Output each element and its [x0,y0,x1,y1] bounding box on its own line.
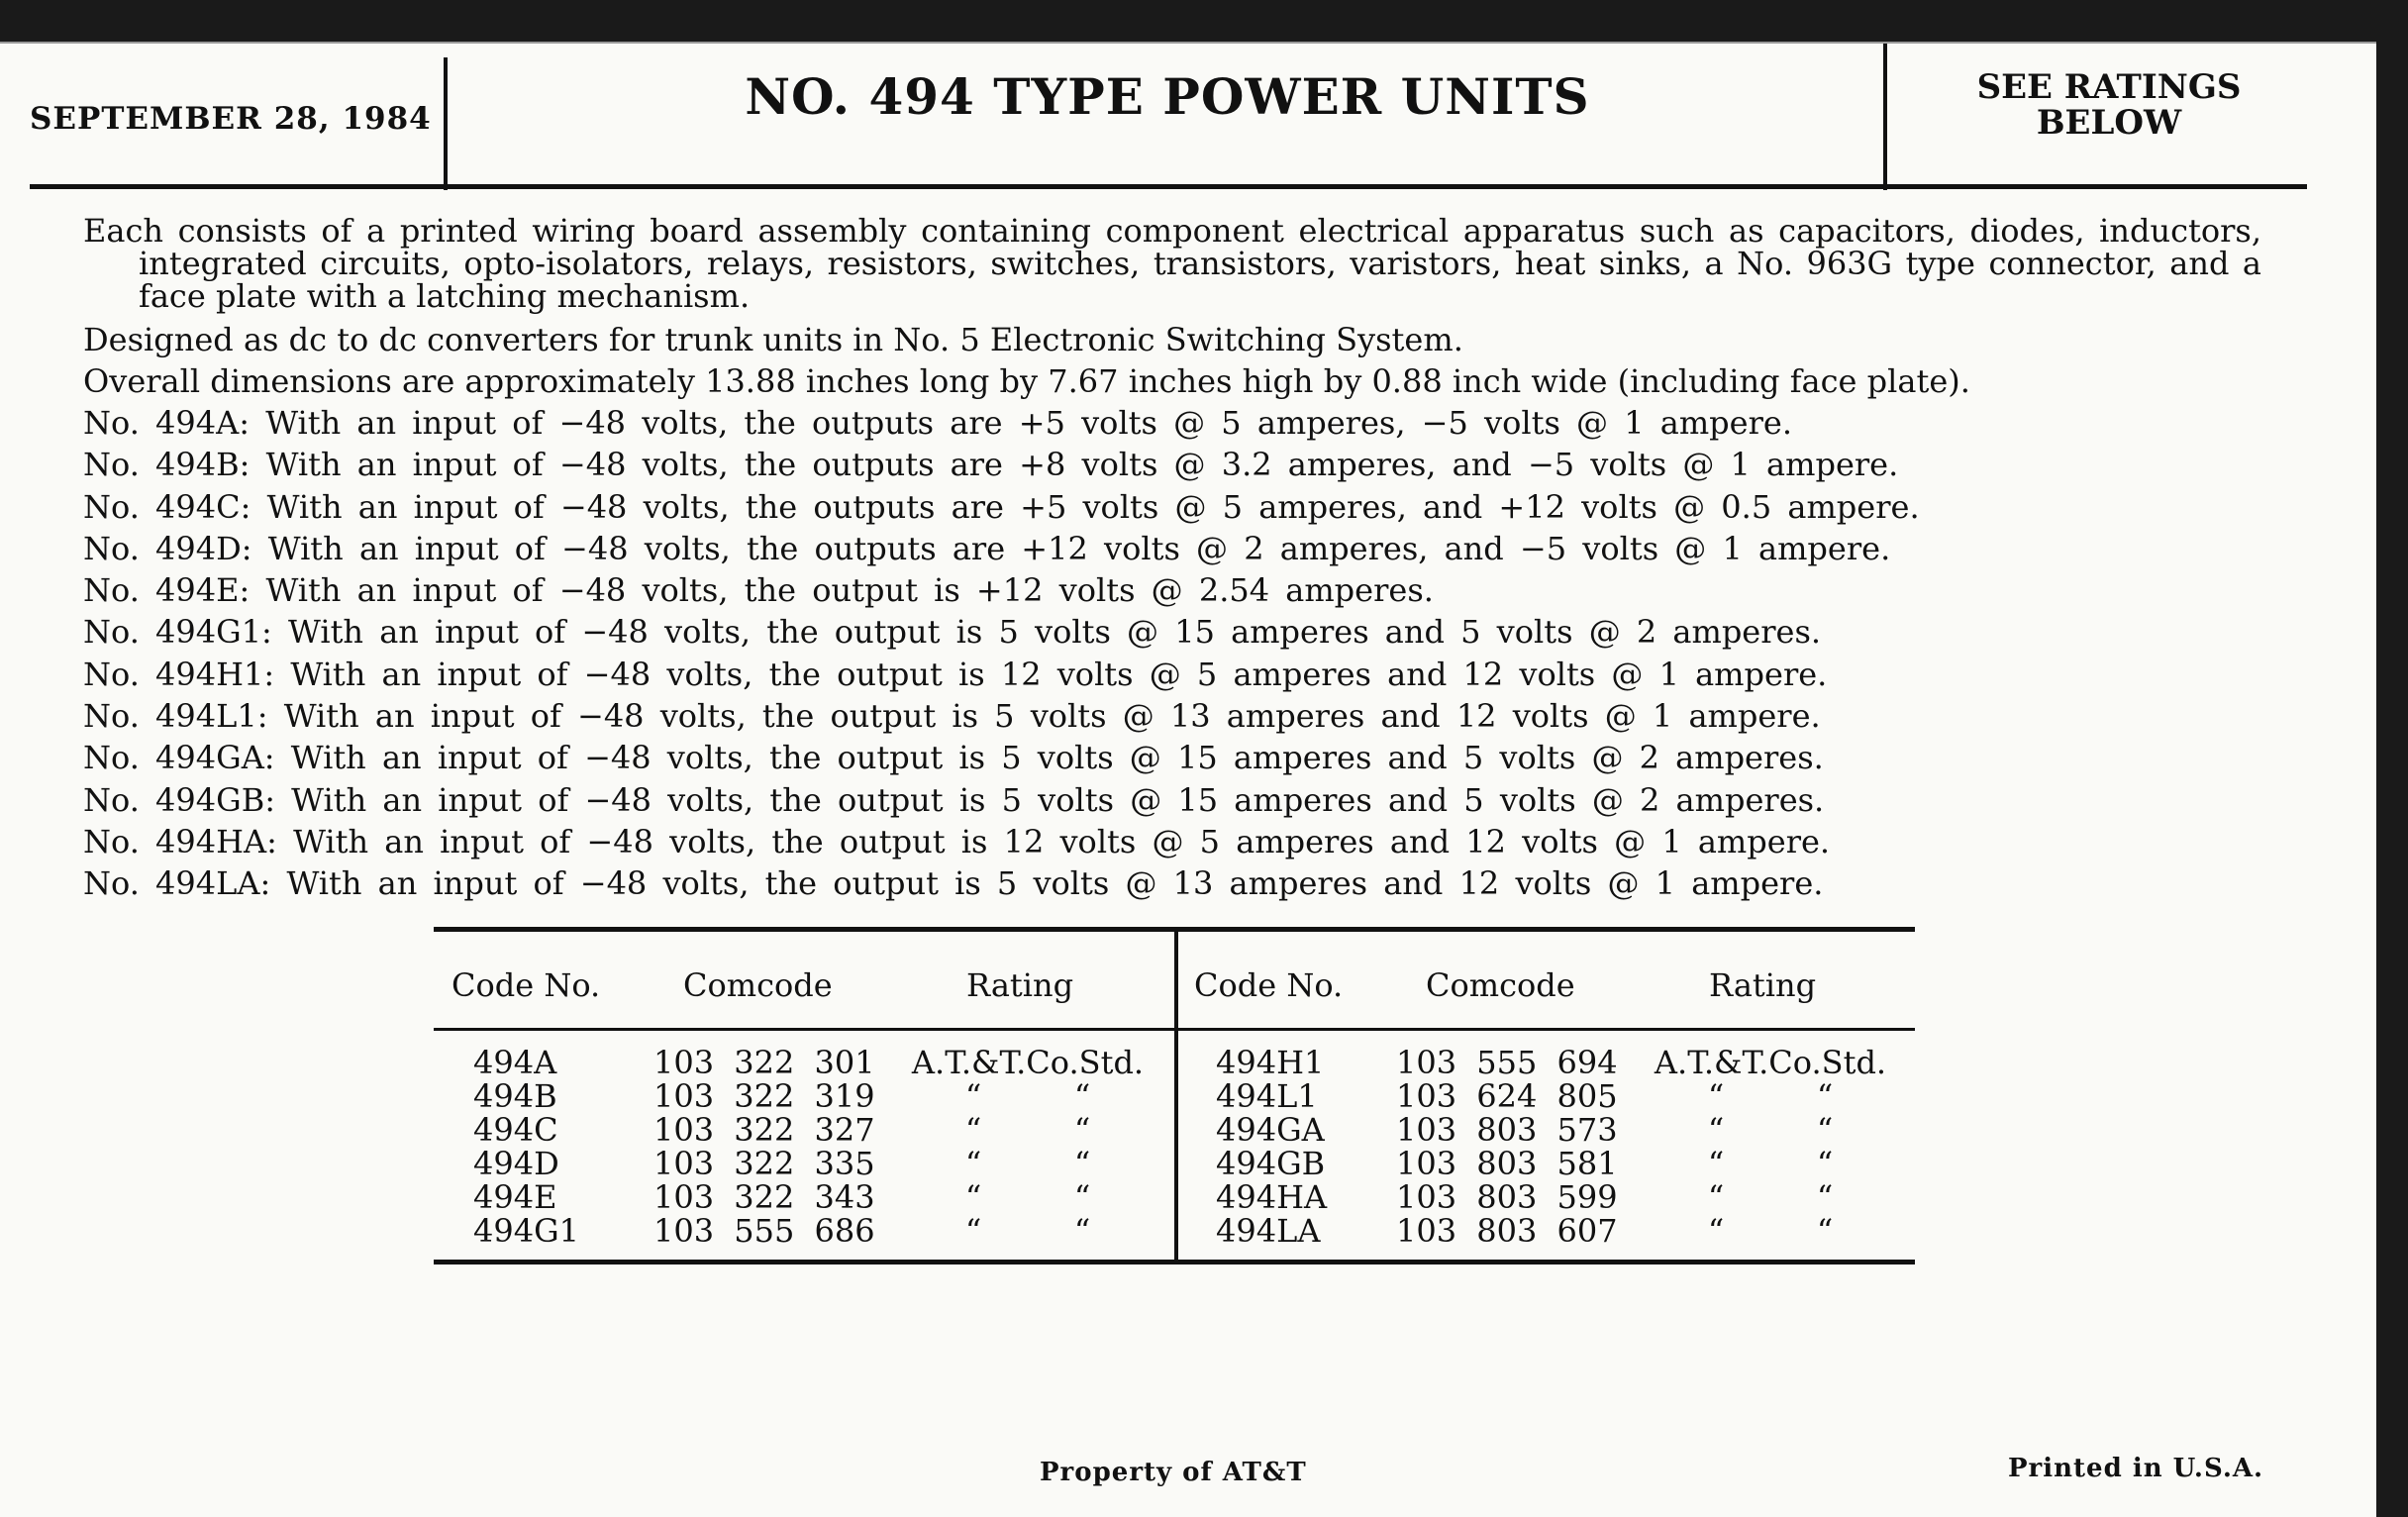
rating-cell [889,1079,1166,1113]
ditto-mark: “ [964,1145,982,1182]
comcode-cell: 103 555 694 [1396,1044,1618,1081]
header-comcode-left: Comcode [683,966,833,1004]
code-cell: 494E [473,1178,557,1216]
header-rating-left: Rating [966,966,1074,1004]
spec-line: No. 494E: With an input of −48 volts, the output is +12 volts @ 2.54 amperes. [83,571,1434,610]
description-block [83,212,2261,905]
rating-cell [889,1214,1166,1248]
comcode-cell: 103 322 327 [653,1111,875,1149]
header-divider-right [1883,44,1887,190]
code-cell: 494HA [1216,1178,1328,1216]
code-cell: 494A [473,1044,557,1081]
code-cell: 494L1 [1216,1077,1318,1115]
rating-cell: A.T.&T.Co.Std. [911,1044,1145,1081]
issue-date: SEPTEMBER 28, 1984 [30,101,432,137]
code-cell: 494B [473,1077,557,1115]
comcode-cell: 103 322 343 [653,1178,875,1216]
ditto-mark: “ [964,1212,982,1250]
comcode-cell: 103 322 335 [653,1145,875,1182]
ratings-note-line1: SEE RATINGS [1976,67,2242,107]
spec-list [83,402,2261,905]
header-rule [30,184,2307,189]
ditto-mark: “ [964,1178,982,1216]
comcode-cell: 103 803 581 [1396,1145,1618,1182]
ratings-table [434,927,1915,1264]
spec-line: No. 494B: With an input of −48 volts, the outputs are +8 volts @ 3.2 amperes, and −5 volts @ 1 ampere. [83,446,1899,484]
rating-cell: A.T.&T.Co.Std. [1654,1044,1887,1081]
spec-line: No. 494L1: With an input of −48 volts, the output is 5 volts @ 13 amperes and 12 volts @ 1 ampere. [83,697,1821,736]
ditto-mark: “ [1816,1145,1834,1182]
ditto-mark: “ [1816,1212,1834,1250]
header-rating-right: Rating [1709,966,1817,1004]
ditto-mark: “ [1707,1077,1725,1115]
header-code-left: Code No. [452,966,601,1004]
ditto-mark: “ [1816,1111,1834,1149]
spec-card [0,42,2376,1517]
rating-cell [1632,1147,1909,1180]
ditto-mark: “ [964,1077,982,1115]
ditto-mark: “ [1707,1212,1725,1250]
header-code-right: Code No. [1194,966,1344,1004]
comcode-cell: 103 803 607 [1396,1212,1618,1250]
spec-line: No. 494C: With an input of −48 volts, the outputs are +5 volts @ 5 amperes, and +12 volts @ 0.5 ampere. [83,487,1920,526]
ditto-mark: “ [1707,1111,1725,1149]
ditto-mark: “ [1073,1077,1091,1115]
header-divider-left [444,57,448,190]
description-para-2: Designed as dc to dc converters for trunk units in No. 5 Electronic Switching System. [83,321,1463,358]
code-cell: 494LA [1216,1212,1321,1250]
code-cell: 494D [473,1145,559,1182]
ditto-mark: “ [1816,1178,1834,1216]
code-cell: 494G1 [473,1212,579,1250]
comcode-cell: 103 803 573 [1396,1111,1618,1149]
rating-cell [1632,1079,1909,1113]
code-cell: 494H1 [1216,1044,1325,1081]
code-cell: 494GB [1216,1145,1326,1182]
printed-notice: Printed in U.S.A. [2008,1454,2264,1483]
property-notice: Property of AT&T [1040,1458,1307,1487]
page-title: NO. 494 TYPE POWER UNITS [745,67,1590,126]
ratings-note-line2: BELOW [2036,103,2182,143]
ratings-note [1891,69,2327,141]
comcode-cell: 103 322 301 [653,1044,875,1081]
code-cell: 494GA [1216,1111,1325,1149]
ditto-mark: “ [964,1111,982,1149]
header-comcode-right: Comcode [1426,966,1575,1004]
spec-line: No. 494A: With an input of −48 volts, the outputs are +5 volts @ 5 amperes, −5 volts @ 1 ampere. [83,404,1792,442]
rating-cell [889,1180,1166,1214]
ditto-mark: “ [1707,1145,1725,1182]
spec-line: No. 494H1: With an input of −48 volts, the output is 12 volts @ 5 amperes and 12 volts @ 1 ampere. [83,655,1828,693]
ditto-mark: “ [1073,1111,1091,1149]
table-header-rule-right [1178,1028,1915,1031]
rating-cell [889,1113,1166,1147]
description-para-3: Overall dimensions are approximately 13.88 inches long by 7.67 inches high by 0.88 inch wide (including face plate). [83,362,1970,400]
rating-cell [889,1147,1166,1180]
comcode-cell: 103 322 319 [653,1077,875,1115]
ditto-mark: “ [1073,1212,1091,1250]
ditto-mark: “ [1707,1178,1725,1216]
rating-cell [1632,1180,1909,1214]
rating-cell [1632,1113,1909,1147]
comcode-cell: 103 624 805 [1396,1077,1618,1115]
spec-line: No. 494GA: With an input of −48 volts, the output is 5 volts @ 15 amperes and 5 volts @ 2 amperes. [83,739,1824,777]
description-para-1: Each consists of a printed wiring board assembly containing component electrical apparatus such as capacitors, diodes, inductors, integrated circuits, opto-isolators, relays, resistors, switches, transistors, varistors, heat sinks, a No. 963G type connector, and a face plate with a latching mechanism. [83,212,2261,315]
spec-line: No. 494LA: With an input of −48 volts, the output is 5 volts @ 13 amperes and 12 volts @ 1 ampere. [83,864,1824,903]
table-center-divider [1174,927,1178,1264]
comcode-cell: 103 555 686 [653,1212,875,1250]
spec-line: No. 494GB: With an input of −48 volts, the output is 5 volts @ 15 amperes and 5 volts @ 2 amperes. [83,780,1825,819]
ditto-mark: “ [1073,1178,1091,1216]
spec-line: No. 494HA: With an input of −48 volts, the output is 12 volts @ 5 amperes and 12 volts @ 1 ampere. [83,822,1831,860]
ditto-mark: “ [1816,1077,1834,1115]
ditto-mark: “ [1073,1145,1091,1182]
spec-line: No. 494G1: With an input of −48 volts, the output is 5 volts @ 15 amperes and 5 volts @ 2 amperes. [83,613,1822,652]
code-cell: 494C [473,1111,558,1149]
table-header-rule-left [434,1028,1174,1031]
spec-line: No. 494D: With an input of −48 volts, the outputs are +12 volts @ 2 amperes, and −5 volts @ 1 ampere. [83,529,1891,567]
comcode-cell: 103 803 599 [1396,1178,1618,1216]
rating-cell [1632,1214,1909,1248]
